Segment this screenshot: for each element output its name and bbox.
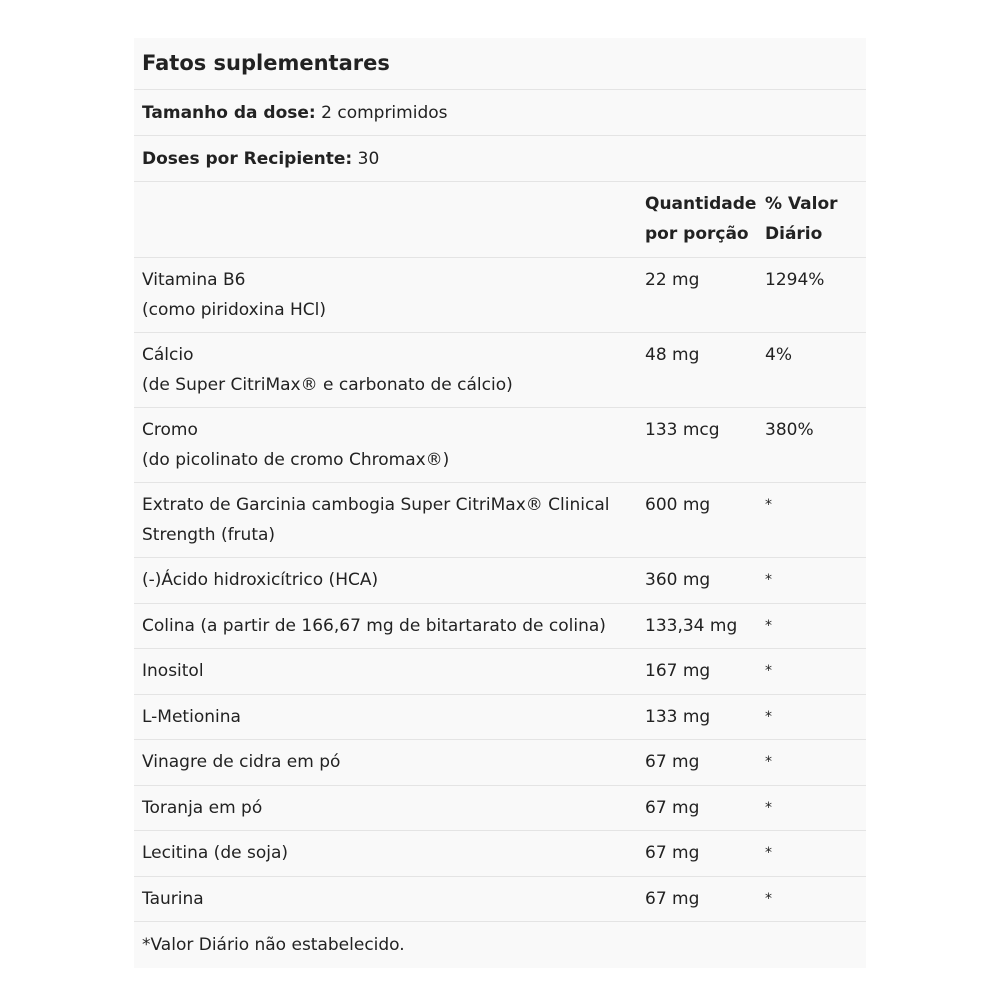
table-row	[134, 740, 866, 786]
nutrient-daily-value: *	[765, 890, 772, 907]
title-row	[134, 38, 866, 90]
nutrient-name: Lecitina (de soja)	[142, 843, 289, 863]
nutrient-name: Vinagre de cidra em pó	[142, 752, 341, 772]
nutrient-source: (do picolinato de cromo Chromax®)	[142, 450, 450, 470]
nutrient-name: Cálcio (de Super CitriMax® e carbonato de cálcio)	[142, 340, 632, 400]
nutrient-name: Inositol	[142, 661, 204, 681]
nutrient-name: L-Metionina	[142, 706, 241, 727]
nutrient-amount: 67 mg	[645, 797, 700, 818]
nutrient-daily-value: 380%	[765, 420, 814, 440]
servings-per-container-value: 30	[357, 149, 380, 169]
table-row	[134, 877, 866, 923]
nutrient-amount: 600 mg	[645, 495, 711, 515]
nutrient-name: Extrato de Garcinia cambogia Super CitriMax® Clinical Strength (fruta)	[142, 490, 632, 550]
nutrient-source: (de Super CitriMax® e carbonato de cálcio)	[142, 375, 513, 395]
nutrient-source: Strength (fruta)	[142, 525, 276, 545]
serving-size-value: 2 comprimidos	[321, 103, 448, 123]
table-row	[134, 649, 866, 695]
nutrient-daily-value: *	[765, 845, 772, 861]
nutrient-amount: 48 mg	[645, 345, 700, 365]
table-row	[134, 258, 866, 333]
nutrient-name: Taurina	[142, 888, 204, 909]
nutrient-daily-value: *	[765, 572, 772, 588]
table-row	[134, 831, 866, 877]
servings-per-container-label: Doses por Recipiente:	[142, 149, 353, 169]
serving-size-label: Tamanho da dose:	[142, 103, 316, 123]
supplement-facts-table	[134, 38, 866, 968]
nutrient-amount: 167 mg	[645, 661, 711, 681]
nutrient-name: Vitamina B6 (como piridoxina HCl)	[142, 265, 632, 325]
nutrient-rows	[134, 258, 866, 922]
table-row	[134, 604, 866, 650]
table-row	[134, 695, 866, 741]
nutrient-daily-value: 4%	[765, 345, 792, 365]
footnote: *Valor Diário não estabelecido.	[142, 935, 405, 955]
servings-per-container-row	[134, 136, 866, 182]
column-header-row	[134, 182, 866, 258]
nutrient-amount: 67 mg	[645, 752, 700, 772]
footnote-row	[134, 922, 866, 968]
nutrient-amount: 133 mcg	[645, 420, 720, 440]
table-row	[134, 483, 866, 558]
nutrient-daily-value: *	[765, 663, 772, 679]
nutrient-source: (como piridoxina HCl)	[142, 300, 327, 320]
amount-column-header: Quantidade por porção	[645, 194, 757, 244]
nutrient-amount: 360 mg	[645, 570, 711, 590]
table-row	[134, 333, 866, 408]
nutrient-name: Colina (a partir de 166,67 mg de bitartarato de colina)	[142, 615, 606, 636]
nutrient-amount: 22 mg	[645, 270, 700, 290]
table-row	[134, 408, 866, 483]
nutrient-daily-value: *	[765, 497, 772, 513]
nutrient-daily-value: *	[765, 708, 772, 725]
nutrient-name: Toranja em pó	[142, 797, 263, 818]
nutrient-daily-value: *	[765, 799, 772, 816]
serving-size-row	[134, 90, 866, 136]
table-row	[134, 786, 866, 832]
nutrient-daily-value: *	[765, 617, 772, 634]
nutrient-amount: 133,34 mg	[645, 615, 738, 636]
nutrient-amount: 67 mg	[645, 888, 700, 909]
nutrient-name: (-)Ácido hidroxicítrico (HCA)	[142, 570, 379, 590]
nutrient-name: Cromo (do picolinato de cromo Chromax®)	[142, 415, 632, 475]
daily-value-column-header: % Valor Diário	[765, 194, 838, 244]
nutrient-amount: 67 mg	[645, 843, 700, 863]
nutrient-amount: 133 mg	[645, 706, 711, 727]
nutrient-daily-value: 1294%	[765, 270, 825, 290]
table-row	[134, 558, 866, 604]
nutrient-daily-value: *	[765, 754, 772, 770]
table-title: Fatos suplementares	[142, 51, 390, 75]
